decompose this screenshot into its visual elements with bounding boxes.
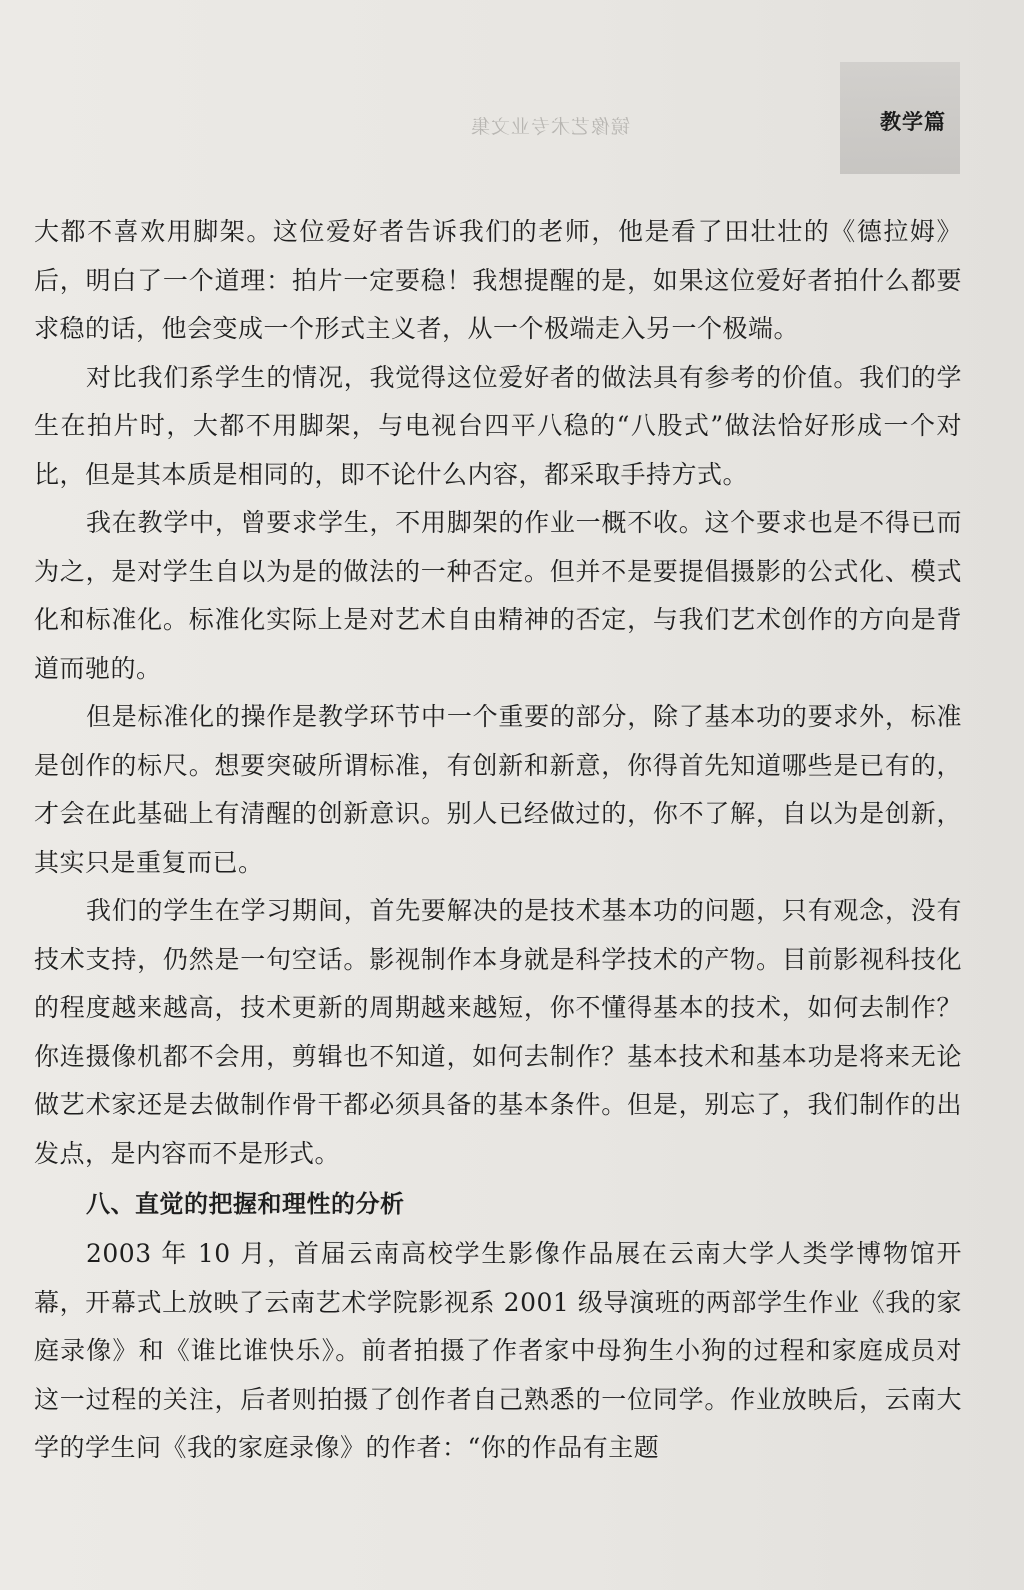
mirrored-bleed-through-text: 镜像艺术专业文集 bbox=[470, 116, 631, 138]
running-header bbox=[0, 0, 1024, 180]
paragraph: 但是标准化的操作是教学环节中一个重要的部分，除了基本功的要求外，标准是创作的标尺。想要突破所谓标准，有创新和新意，你得首先知道哪些是已有的，才会在此基础上有清醒的创新意识。别人已经做过的，你不了解，自以为是创新，其实只是重复而已。 bbox=[34, 702, 962, 877]
section-heading: 八、直觉的把握和理性的分析 bbox=[86, 1190, 405, 1218]
body-text bbox=[34, 208, 962, 1473]
paragraph-continued: 大都不喜欢用脚架。这位爱好者告诉我们的老师，他是看了田壮壮的《德拉姆》后，明白了一个道理：拍片一定要稳！我想提醒的是，如果这位爱好者拍什么都要求稳的话，他会变成一个形式主义者，从一个极端走入另一个极端。 bbox=[34, 217, 962, 343]
paragraph: 我们的学生在学习期间，首先要解决的是技术基本功的问题，只有观念，没有技术支持，仍然是一句空话。影视制作本身就是科学技术的产物。目前影视科技化的程度越来越高，技术更新的周期越来越短，你不懂得基本的技术，如何去制作？你连摄像机都不会用，剪辑也不知道，如何去制作？基本技术和基本功是将来无论做艺术家还是去做制作骨干都必须具备的基本条件。但是，别忘了，我们制作的出发点，是内容而不是形式。 bbox=[34, 896, 962, 1168]
paragraph: 2003 年 10 月，首届云南高校学生影像作品展在云南大学人类学博物馆开幕，开幕式上放映了云南艺术学院影视系 2001 级导演班的两部学生作业《我的家庭录像》和《谁比谁快乐》。前者拍摄了作者家中母狗生小狗的过程和家庭成员对这一过程的关注，后者则拍摄了创作者自己熟悉的一位同学。作业放映后，云南大学的学生问《我的家庭录像》的作者：“你的作品有主题 bbox=[34, 1239, 962, 1462]
paragraph: 我在教学中，曾要求学生，不用脚架的作业一概不收。这个要求也是不得已而为之，是对学生自以为是的做法的一种否定。但并不是要提倡摄影的公式化、模式化和标准化。标准化实际上是对艺术自由精神的否定，与我们艺术创作的方向是背道而驰的。 bbox=[34, 508, 962, 683]
paragraph: 对比我们系学生的情况，我觉得这位爱好者的做法具有参考的价值。我们的学生在拍片时，大都不用脚架，与电视台四平八稳的“八股式”做法恰好形成一个对比，但是其本质是相同的，即不论什么内容，都采取手持方式。 bbox=[34, 362, 962, 489]
section-label: 教学篇 bbox=[880, 110, 946, 134]
